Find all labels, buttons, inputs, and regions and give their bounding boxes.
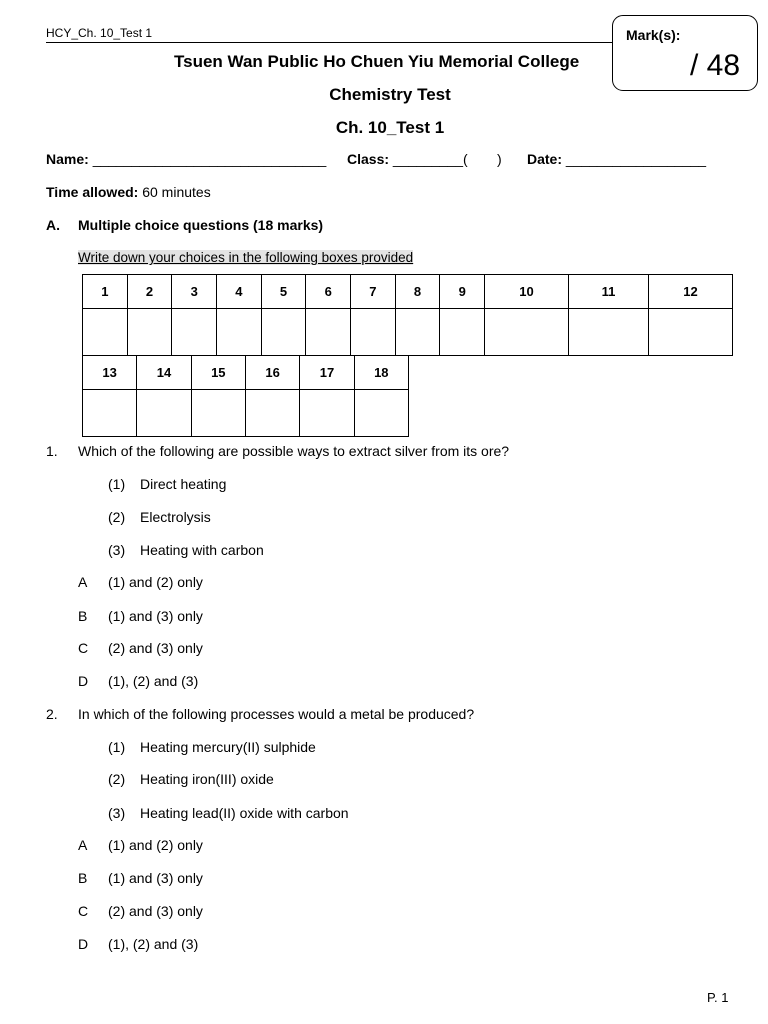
answer-box[interactable] — [137, 390, 191, 437]
q-number-cell: 18 — [354, 356, 408, 390]
statement-text: Direct heating — [140, 476, 227, 492]
class-blank: _________( — [392, 151, 468, 167]
time-label: Time allowed: — [46, 184, 139, 200]
name-field — [46, 151, 326, 167]
option-text: (1) and (3) only — [108, 870, 203, 886]
answer-box[interactable] — [217, 309, 262, 356]
option-letter: A — [78, 574, 88, 590]
answer-box[interactable] — [191, 390, 245, 437]
question-text: In which of the following processes would a metal be produced? — [78, 706, 475, 722]
q-number-cell: 9 — [440, 275, 485, 309]
q-number-cell: 16 — [245, 356, 299, 390]
answer-grid-input-row — [83, 390, 409, 437]
q-number-cell: 11 — [568, 275, 648, 309]
option-letter: B — [78, 870, 88, 886]
section-letter: A. — [46, 217, 60, 233]
answer-instruction: Write down your choices in the following boxes provided — [78, 250, 414, 265]
answer-box[interactable] — [83, 309, 128, 356]
class-label: Class: — [347, 151, 390, 167]
document-code: HCY_Ch. 10_Test 1 — [46, 26, 153, 40]
test-title: Ch. 10_Test 1 — [335, 118, 445, 137]
option-text: (1) and (2) only — [108, 574, 203, 590]
q-number-cell: 3 — [172, 275, 217, 309]
answer-box[interactable] — [440, 309, 485, 356]
statement-number: (3) — [108, 805, 126, 821]
answer-box[interactable] — [83, 390, 137, 437]
question-text: Which of the following are possible ways to extract silver from its ore? — [78, 443, 510, 459]
header-rule — [46, 42, 614, 43]
q-number-cell: 13 — [83, 356, 137, 390]
class-field — [347, 151, 468, 167]
q-number-cell: 5 — [261, 275, 306, 309]
marks-total: / 48 — [690, 49, 741, 82]
date-blank: __________________ — [565, 151, 707, 167]
answer-box[interactable] — [172, 309, 217, 356]
option-text: (2) and (3) only — [108, 903, 203, 919]
q-number-cell: 12 — [649, 275, 733, 309]
section-title: Multiple choice questions (18 marks) — [78, 217, 324, 233]
answer-grid-header-row — [83, 356, 409, 390]
option-letter: C — [78, 903, 89, 919]
time-value: 60 minutes — [142, 184, 211, 200]
option-text: (1) and (3) only — [108, 608, 203, 624]
option-text: (2) and (3) only — [108, 640, 203, 656]
statement-text: Heating iron(III) oxide — [140, 771, 274, 787]
school-name: Tsuen Wan Public Ho Chuen Yiu Memorial College — [174, 52, 580, 71]
answer-box[interactable] — [261, 309, 306, 356]
statement-number: (1) — [108, 476, 126, 492]
option-letter: D — [78, 673, 89, 689]
answer-box[interactable] — [300, 390, 354, 437]
time-allowed — [46, 184, 211, 200]
answer-grid-header-row — [83, 275, 733, 309]
answer-grid-13-18 — [82, 355, 409, 437]
q-number-cell: 15 — [191, 356, 245, 390]
page-number: P. 1 — [707, 990, 729, 1005]
name-label: Name: — [46, 151, 89, 167]
statement-text: Heating with carbon — [140, 542, 264, 558]
question-number: 1. — [46, 443, 58, 459]
option-letter: A — [78, 837, 88, 853]
name-blank: ______________________________ — [92, 151, 327, 167]
subject-title: Chemistry Test — [329, 85, 451, 104]
option-text: (1), (2) and (3) — [108, 936, 199, 952]
statement-number: (2) — [108, 771, 126, 787]
statement-number: (2) — [108, 509, 126, 525]
q-number-cell: 10 — [485, 275, 569, 309]
answer-grid-1-12 — [82, 274, 733, 356]
answer-box[interactable] — [245, 390, 299, 437]
date-label: Date: — [527, 151, 563, 167]
answer-box[interactable] — [127, 309, 172, 356]
question-number: 2. — [46, 706, 58, 722]
statement-text: Heating mercury(II) sulphide — [140, 739, 316, 755]
answer-box[interactable] — [649, 309, 733, 356]
marks-label: Mark(s): — [626, 27, 681, 43]
option-letter: D — [78, 936, 89, 952]
statement-text: Heating lead(II) oxide with carbon — [140, 805, 349, 821]
class-number-close: ) — [497, 151, 502, 167]
answer-box[interactable] — [395, 309, 440, 356]
statement-number: (1) — [108, 739, 126, 755]
answer-box[interactable] — [306, 309, 351, 356]
q-number-cell: 17 — [300, 356, 354, 390]
q-number-cell: 6 — [306, 275, 351, 309]
q-number-cell: 14 — [137, 356, 191, 390]
q-number-cell: 1 — [83, 275, 128, 309]
option-letter: B — [78, 608, 88, 624]
option-letter: C — [78, 640, 89, 656]
answer-box[interactable] — [351, 309, 396, 356]
statement-number: (3) — [108, 542, 126, 558]
q-number-cell: 8 — [395, 275, 440, 309]
answer-box[interactable] — [568, 309, 648, 356]
answer-grid-input-row — [83, 309, 733, 356]
answer-box[interactable] — [485, 309, 569, 356]
q-number-cell: 7 — [351, 275, 396, 309]
answer-box[interactable] — [354, 390, 408, 437]
option-text: (1), (2) and (3) — [108, 673, 199, 689]
statement-text: Electrolysis — [140, 509, 211, 525]
date-field — [527, 151, 706, 167]
q-number-cell: 2 — [127, 275, 172, 309]
q-number-cell: 4 — [217, 275, 262, 309]
option-text: (1) and (2) only — [108, 837, 203, 853]
